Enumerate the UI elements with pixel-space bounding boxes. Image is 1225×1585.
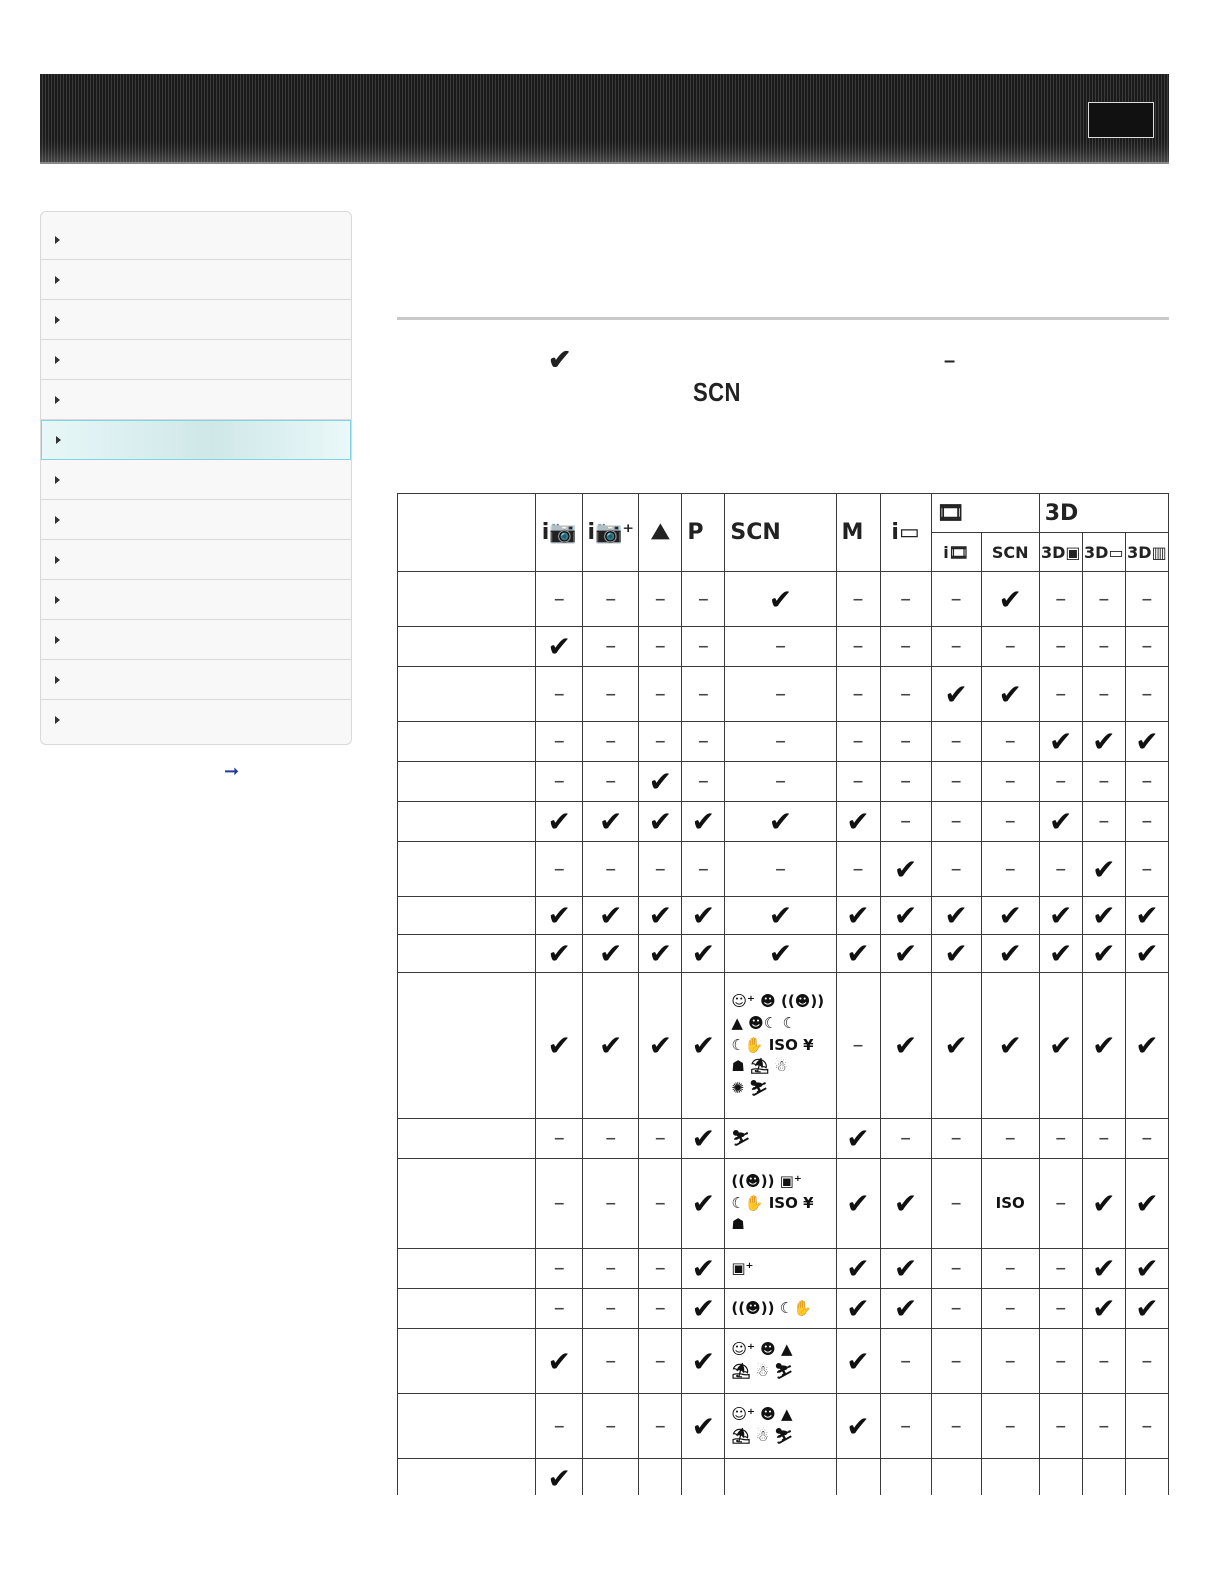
sidebar-item-2[interactable] [41,260,351,300]
dash-icon: – [682,762,725,802]
check-icon: ✔ [1125,1249,1168,1289]
check-icon: ✔ [548,344,572,375]
sidebar-item-6[interactable] [41,420,351,460]
empty-cell [725,1459,836,1496]
check-icon: ✔ [536,627,583,667]
header-cell: i🎞 [931,533,981,572]
sidebar-item-1[interactable] [41,212,351,260]
row-label [398,935,536,973]
check-icon: ✔ [639,973,682,1119]
dash-icon: – [836,572,880,627]
check-icon: ✔ [639,935,682,973]
dash-icon: – [583,1289,639,1329]
table-row [398,1119,1169,1159]
header-cell [398,494,536,572]
dash-icon: – [981,722,1039,762]
row-label [398,667,536,722]
row-label [398,722,536,762]
dash-icon: – [1082,667,1125,722]
dash-icon: – [931,1289,981,1329]
triangle-right-icon [55,716,60,724]
header-cell: i📷⁺ [583,494,639,572]
dash-icon: – [583,1119,639,1159]
sidebar-nav [40,211,352,745]
check-icon: ✔ [880,973,931,1119]
dash-icon: – [931,572,981,627]
check-icon: ✔ [583,935,639,973]
dash-icon: – [931,1249,981,1289]
sidebar-item-12[interactable] [41,660,351,700]
dash-icon: – [981,1119,1039,1159]
header-cell: M [836,494,880,572]
check-icon: ✔ [682,973,725,1119]
dash-icon: – [725,842,836,897]
dash-icon: – [981,627,1039,667]
check-icon: ✔ [931,973,981,1119]
dash-icon: – [836,973,880,1119]
iso-icon: ISO [981,1159,1039,1249]
triangle-right-icon [55,276,60,284]
scene-icons-cell: ☺⁺ ☻ ((☻)) ▲ ☻☾ ☾ ☾✋ ISO ¥ ☗ ⛱ ☃ ✺ ⛷ [725,973,836,1119]
header-cell: 🎞 [931,494,1039,533]
dash-icon: – [1125,802,1168,842]
row-label [398,1329,536,1394]
check-icon: ✔ [981,973,1039,1119]
table-row [398,1394,1169,1459]
table-row [398,627,1169,667]
row-label [398,1159,536,1249]
check-icon: ✔ [639,762,682,802]
check-icon: ✔ [836,1289,880,1329]
check-icon: ✔ [536,935,583,973]
check-icon: ✔ [1082,935,1125,973]
dash-icon: – [981,762,1039,802]
dash-icon: – [1082,802,1125,842]
dash-icon: – [1039,1289,1082,1329]
check-icon: ✔ [1125,1159,1168,1249]
check-icon: ✔ [880,842,931,897]
check-icon: ✔ [880,897,931,935]
check-icon: ✔ [836,1249,880,1289]
dash-icon: – [981,842,1039,897]
check-icon: ✔ [981,667,1039,722]
dash-icon: – [880,762,931,802]
dash-icon: – [1125,572,1168,627]
dash-icon: – [583,1249,639,1289]
dash-icon: – [536,1289,583,1329]
dash-icon: – [1125,667,1168,722]
check-icon: ✔ [836,1329,880,1394]
dash-icon: – [583,1159,639,1249]
dash-icon: – [1039,572,1082,627]
table-row [398,1289,1169,1329]
check-icon: ✔ [1125,722,1168,762]
dash-icon: – [836,842,880,897]
table-row [398,722,1169,762]
dash-icon: – [639,722,682,762]
table-row [398,1329,1169,1394]
dash-icon: – [981,802,1039,842]
check-icon: ✔ [1039,935,1082,973]
dash-icon: – [639,1249,682,1289]
dash-icon: – [536,1394,583,1459]
check-icon: ✔ [836,1159,880,1249]
dash-icon: – [880,1119,931,1159]
dash-icon: – [981,1329,1039,1394]
check-icon: ✔ [583,802,639,842]
triangle-right-icon [55,636,60,644]
check-icon: ✔ [1082,722,1125,762]
dash-icon: – [583,1329,639,1394]
dash-icon: – [880,627,931,667]
dash-icon: – [639,1289,682,1329]
check-icon: ✔ [981,572,1039,627]
dash-icon: – [682,627,725,667]
check-icon: ✔ [682,1119,725,1159]
dash-icon: – [880,802,931,842]
check-icon: ✔ [880,1289,931,1329]
triangle-right-icon [55,596,60,604]
empty-cell [1082,1459,1125,1496]
header-cell: i▭ [880,494,931,572]
sidebar-item-9[interactable] [41,540,351,580]
dash-icon: – [639,1329,682,1394]
table-row [398,762,1169,802]
check-icon: ✔ [1082,842,1125,897]
scene-icons-cell: ☺⁺ ☻ ▲ ⛱ ☃ ⛷ [725,1394,836,1459]
check-icon: ✔ [1082,1249,1125,1289]
row-label [398,842,536,897]
dash-icon: – [682,842,725,897]
triangle-right-icon [55,556,60,564]
sidebar-item-8[interactable] [41,500,351,540]
check-icon: ✔ [536,1329,583,1394]
triangle-right-icon [55,516,60,524]
dash-icon: – [583,722,639,762]
header-button[interactable] [1088,102,1154,138]
check-icon: ✔ [639,897,682,935]
empty-cell [1039,1459,1082,1496]
check-icon: ✔ [1039,897,1082,935]
dash-icon: – [639,1159,682,1249]
check-icon: ✔ [583,973,639,1119]
triangle-right-icon [56,436,61,444]
scene-icons-cell: ☺⁺ ☻ ▲ ⛱ ☃ ⛷ [725,1329,836,1394]
check-icon: ✔ [682,1159,725,1249]
dash-icon: – [1125,1394,1168,1459]
check-icon: ✔ [836,802,880,842]
top-header-bar [40,74,1169,164]
dash-icon: – [583,842,639,897]
dash-icon: – [583,667,639,722]
dash-icon: – [536,842,583,897]
check-icon: ✔ [1082,897,1125,935]
check-icon: ✔ [1125,897,1168,935]
dash-icon: – [682,722,725,762]
dash-icon: – [931,1159,981,1249]
dash-icon: – [880,572,931,627]
row-label [398,1119,536,1159]
dash-icon: – [836,762,880,802]
header-cell: ⛰ [639,494,682,572]
dash-icon: – [1082,572,1125,627]
check-icon: ✔ [1039,973,1082,1119]
scene-icons-cell: ((☻)) ☾✋ [725,1289,836,1329]
triangle-right-icon [55,476,60,484]
dash-icon: – [981,1249,1039,1289]
section-divider [397,317,1169,320]
compatibility-table [397,493,1169,1495]
dash-icon: – [1039,762,1082,802]
check-icon: ✔ [836,935,880,973]
check-icon: ✔ [836,1119,880,1159]
dash-icon: – [1039,667,1082,722]
dash-icon: – [1039,1329,1082,1394]
dash-icon: – [583,627,639,667]
dash-icon: – [725,667,836,722]
dash-icon: – [1082,1119,1125,1159]
dash-icon: – [1039,1249,1082,1289]
dash-icon: – [536,1159,583,1249]
check-icon: ✔ [682,1289,725,1329]
check-icon: ✔ [536,1459,583,1496]
check-icon: ✔ [536,897,583,935]
dash-icon: – [725,722,836,762]
dash-icon: – [880,667,931,722]
dash-icon: – [931,722,981,762]
dash-icon: – [639,1394,682,1459]
check-icon: ✔ [682,935,725,973]
check-icon: ✔ [981,935,1039,973]
row-label [398,762,536,802]
header-cell: i📷 [536,494,583,572]
table-row [398,973,1169,1119]
table-row [398,897,1169,935]
dash-icon: – [1082,627,1125,667]
header-cell: 3D▥ [1125,533,1168,572]
row-label [398,1289,536,1329]
check-icon: ✔ [682,1249,725,1289]
check-icon: ✔ [536,802,583,842]
dash-icon: – [639,1119,682,1159]
dash-icon: – [725,627,836,667]
scene-icons-cell: ⛷ [725,1119,836,1159]
sidebar-item-4[interactable] [41,340,351,380]
check-icon: ✔ [1125,935,1168,973]
dash-icon: – [639,667,682,722]
dash-icon: – [725,762,836,802]
dash-icon: – [1125,762,1168,802]
header-cell: SCN [981,533,1039,572]
check-icon: ✔ [1125,1289,1168,1329]
dash-icon: – [1125,1119,1168,1159]
dash-icon: – [583,762,639,802]
check-icon: ✔ [682,1394,725,1459]
check-icon: ✔ [682,897,725,935]
row-label [398,1249,536,1289]
dash-icon: – [981,1289,1039,1329]
dash-icon: – [536,762,583,802]
dash-icon: – [836,627,880,667]
dash-icon: – [836,667,880,722]
triangle-right-icon [55,356,60,364]
sidebar-item-11[interactable] [41,620,351,660]
check-icon: ✔ [682,1329,725,1394]
dash-icon: – [1125,1329,1168,1394]
table-row [398,1249,1169,1289]
row-label [398,973,536,1119]
check-icon: ✔ [682,802,725,842]
more-arrow-icon[interactable]: ➞ [224,761,240,781]
check-icon: ✔ [880,1249,931,1289]
table-row [398,667,1169,722]
check-icon: ✔ [1039,802,1082,842]
triangle-right-icon [55,316,60,324]
dash-icon: – [1125,627,1168,667]
header-cell: SCN [725,494,836,572]
sidebar-item-13[interactable] [41,700,351,740]
check-icon: ✔ [931,897,981,935]
check-icon: ✔ [836,1394,880,1459]
header-cell: 3D▣ [1039,533,1082,572]
dash-icon: – [931,802,981,842]
scn-mode-label: SCN [693,377,741,407]
row-label [398,802,536,842]
sidebar-item-5[interactable] [41,380,351,420]
table-row [398,1159,1169,1249]
check-icon: ✔ [725,935,836,973]
dash-icon: – [1039,627,1082,667]
sidebar-item-7[interactable] [41,460,351,500]
dash-icon: – [536,722,583,762]
header-cell: P [682,494,725,572]
dash-icon: – [682,572,725,627]
dash-icon: – [1082,1394,1125,1459]
compatibility-table-wrap [397,493,1169,1495]
check-icon: ✔ [583,897,639,935]
check-icon: ✔ [1082,1289,1125,1329]
check-icon: ✔ [725,572,836,627]
dash-icon: – [583,572,639,627]
check-icon: ✔ [725,802,836,842]
triangle-right-icon [55,396,60,404]
row-label [398,1394,536,1459]
check-icon: ✔ [981,897,1039,935]
check-icon: ✔ [1082,973,1125,1119]
dash-icon: – [1039,1394,1082,1459]
dash-icon: – [931,1394,981,1459]
row-label [398,627,536,667]
dash-icon: – [931,762,981,802]
dash-icon: – [536,667,583,722]
check-icon: ✔ [1039,722,1082,762]
scene-icons-cell: ▣⁺ [725,1249,836,1289]
dash-icon: – [931,1119,981,1159]
check-icon: ✔ [931,935,981,973]
sidebar-item-10[interactable] [41,580,351,620]
check-icon: ✔ [725,897,836,935]
scene-icons-cell: ((☻)) ▣⁺ ☾✋ ISO ¥ ☗ [725,1159,836,1249]
empty-cell [836,1459,880,1496]
check-icon: ✔ [880,1159,931,1249]
empty-cell [931,1459,981,1496]
header-cell: 3D [1039,494,1168,533]
dash-icon: – [880,1329,931,1394]
check-icon: ✔ [880,935,931,973]
empty-cell [981,1459,1039,1496]
dash-icon: – [1082,1329,1125,1394]
triangle-right-icon [55,676,60,684]
check-icon: ✔ [536,973,583,1119]
dash-icon: – [1039,842,1082,897]
table-row [398,802,1169,842]
table-row [398,572,1169,627]
sidebar-item-3[interactable] [41,300,351,340]
dash-icon: – [931,842,981,897]
dash-icon: – [880,1394,931,1459]
row-label [398,1459,536,1496]
check-icon: ✔ [836,897,880,935]
dash-icon: – [931,1329,981,1394]
triangle-right-icon [55,236,60,244]
dash-icon: – [639,842,682,897]
row-label [398,572,536,627]
dash-icon: – [931,627,981,667]
dash-icon: – [682,667,725,722]
dash-icon: – [639,572,682,627]
dash-icon: – [583,1394,639,1459]
dash-icon: – [1039,1119,1082,1159]
dash-icon: – [880,722,931,762]
empty-cell [639,1459,682,1496]
dash-icon: – [536,1119,583,1159]
dash-icon: – [1082,762,1125,802]
dash-icon: – [536,572,583,627]
row-label [398,897,536,935]
dash-icon: – [1039,1159,1082,1249]
table-row [398,842,1169,897]
empty-cell [880,1459,931,1496]
dash-icon: – [836,722,880,762]
check-icon: ✔ [1125,973,1168,1119]
dash-icon: – [536,1249,583,1289]
dash-icon: – [981,1394,1039,1459]
check-icon: ✔ [1082,1159,1125,1249]
table-row [398,1459,1169,1496]
empty-cell [583,1459,639,1496]
empty-cell [1125,1459,1168,1496]
empty-cell [682,1459,725,1496]
dash-icon: – [944,350,956,372]
dash-icon: – [639,627,682,667]
check-icon: ✔ [931,667,981,722]
header-cell: 3D▭ [1082,533,1125,572]
dash-icon: – [1125,842,1168,897]
check-icon: ✔ [639,802,682,842]
table-row [398,935,1169,973]
